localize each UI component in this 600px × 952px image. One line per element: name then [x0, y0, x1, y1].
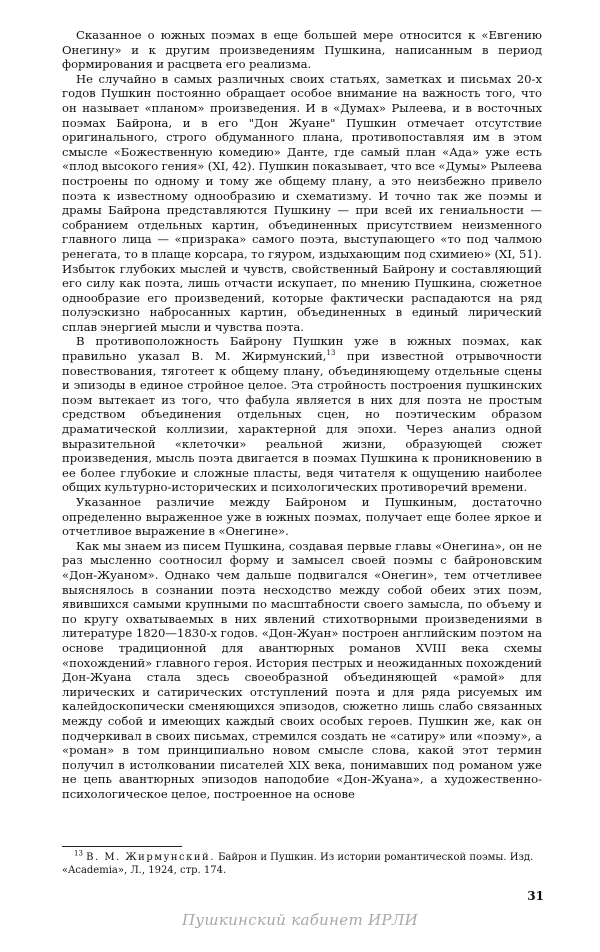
footnote-author: В. М. Жирмунский. [86, 852, 215, 863]
paragraph-3-text-before: В противоположность Байрону Пушкин уже в южных поэмах, как правильно указал В. М. Жирмунский, [62, 334, 542, 364]
body-text [62, 28, 542, 801]
footnote [62, 849, 542, 878]
paragraph-3-text-after: при известной отрывочности повествования, тяготеет к общему плану, объединяющему отдельные сцены и эпизоды в единое стройное целое. Эта стройность построения пушкинских поэм вытекает из того, что фабула является в них для поэта не простым средством объединения отдельных сцен, но поэтическим образом драматической коллизии, характерной для эпохи. Через анализ одной выразительной «клеточки» реальной жизни, образующей сюжет произведения, мысль поэта двигается в поэмах Пушкина к проникновению в ее более глубокие и сложные пласты, ведя читателя к ощущению наиболее общих культурно-исторических и психологических противоречий времени. [62, 349, 542, 495]
footnote-text: Байрон и Пушкин. Из истории романтической поэмы. Изд. «Academia», Л., 1924, стр. 174. [62, 852, 534, 876]
paragraph-2: Не случайно в самых различных своих статьях, заметках и письмах 20-х годов Пушкин постоянно обращает особое внимание на важность того, что он называет «планом» произведения. И в «Думах» Рылеева, и в восточных поэмах Байрона, и в его "Дон Жуане" Пушкин отмечает отсутствие оригинального, строго обдуманного плана, противопоставляя им в этом смысле «Божественную комедию» Данте, где самый план «Ада» уже есть «плод высокого гения» (XI, 42). Пушкин показывает, что все «Думы» Рылеева построены по одному и тому же общему плану, а это неизбежно привело поэта к известному однообразию и схематизму. И точно так же поэмы и драмы Байрона представляются Пушкину — при всей их гениальности — собранием отдельных картин, объединенных присутствием неизменного главного лица — «призрака» самого поэта, выступающего «то под чалмою ренегата, то в плаще корсара, то гяуром, издыхающим под схимиею» (XI, 51). Избыток глубоких мыслей и чувств, свойственный Байрону и составляющий его силу как поэта, лишь отчасти искупает, по мнению Пушкина, сюжетное однообразие его произведений, которые фактически распадаются на ряд полуэскизно набросанных картин, объединенных в единый лирический сплав энергией мысли и чувства поэта. [62, 71, 542, 334]
paragraph-4: Указанное различие между Байроном и Пушкиным, достаточно определенно выраженное уже в южных поэмах, получает еще более яркое и отчетливое выражение в «Онегине». [62, 495, 542, 539]
footnote-reference: 13 [326, 349, 336, 358]
paragraph-3 [62, 334, 542, 495]
page-number: 31 [527, 889, 544, 903]
paragraph-5: Как мы знаем из писем Пушкина, создавая первые главы «Онегина», он не раз мысленно соотносил форму и замысел своей поэмы с байроновским «Дон-Жуаном». Однако чем дальше подвигался «Онегин», тем отчетливее выяснялось в сознании поэта несходство между собой обеих этих поэм, явившихся самыми крупными по масштабности своего замысла, по объему и по кругу охватываемых в них явлений стихотворными произведениями в литературе 1820—1830-х годов. «Дон-Жуан» построен английским поэтом на основе традиционной для авантюрных романов XVIII века схемы «похождений» главного героя. История пестрых и неожиданных похождений Дон-Жуана стала здесь своеобразной объединяющей «рамой» для лирических и сатирических отступлений поэта и для ряда рисуемых им калейдоскопически сменяющихся эпизодов, сюжетно лишь слабо связанных между собой и имеющих каждый своих особых героев. Пушкин же, как он подчеркивал в своих письмах, стремился создать не «сатиру» или «поэму», а «роман» в том принципиально новом смысле слова, какой этот термин получил в истолковании писателей XIX века, понимавших под романом уже не цепь авантюрных эпизодов наподобие «Дон-Жуана», а художественно-психологическое целое, построенное на основе [62, 538, 542, 801]
footnote-divider [62, 846, 182, 847]
watermark: Пушкинский кабинет ИРЛИ [181, 911, 419, 929]
paragraph-1: Сказанное о южных поэмах в еще большей мере относится к «Евгению Онегину» и к другим произведениям Пушкина, написанным в период формирования и расцвета его реализма. [62, 28, 542, 72]
footnote-mark: 13 [74, 849, 83, 858]
